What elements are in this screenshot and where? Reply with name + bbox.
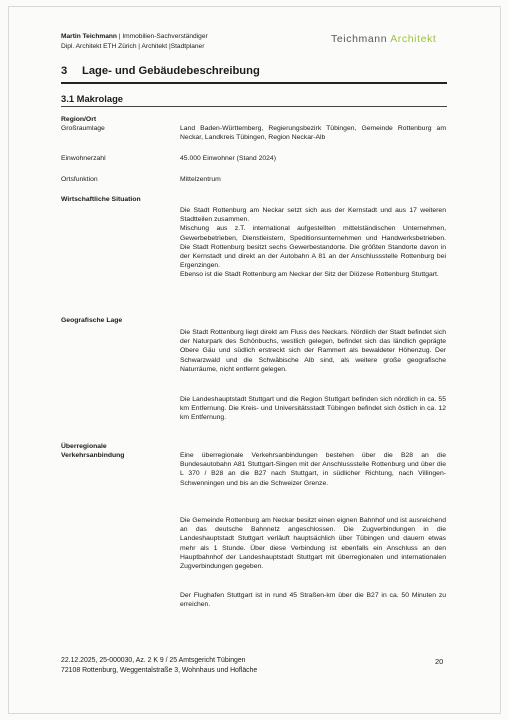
- value-wirtschaftliche-situation: [180, 206, 446, 280]
- grossraumlage-text: Land Baden-Württemberg, Regierungsbezirk Tübingen, Gemeinde Rottenburg am Neckar, Landkreis Tübingen, Region Neckar-Alb: [180, 125, 446, 142]
- einwohnerzahl-text: 45.000 Einwohner (Stand 2024): [180, 155, 276, 162]
- ortsfunktion-text: Mittelzentrum: [180, 176, 221, 183]
- geografie-paragraph-2: Die Landeshauptstadt Stuttgart und die Region Stuttgart befinden sich nördlich in ca. 55 km Entfernung. Die Kreis- und Universitätsstadt Tübingen befindet sich östlich in ca. 12 km Entfernung.: [180, 396, 446, 422]
- wirtschaft-paragraph-2: Mischung aus z.T. international aufgestellten mittelständischen Unternehmen, Gewerbebetrieben, Dienstleistern, Speditionsunternehmen und Handwerksbetrieben. Die Stadt Rottenburg besitzt sechs Gewerbestandorte. Die größten Standorte davon in der Kernstadt und direkt an der Autobahn A 81 an der Anschlussstelle Rottenburg bei Ergenzingen.: [180, 225, 446, 270]
- section-title-text: Lage- und Gebäudebeschreibung: [82, 65, 260, 77]
- author-line: [61, 33, 208, 40]
- value-verkehrsanbindung-2: [180, 516, 446, 571]
- wirtschaft-paragraph-3: Ebenso ist die Stadt Rottenburg am Neckar der Sitz der Diözese Rottenburg Stuttgart.: [180, 271, 439, 279]
- value-geografische-lage-2: [180, 395, 446, 423]
- label-grossraumlage: Großraumlage: [61, 125, 105, 132]
- value-verkehrsanbindung-3: [180, 591, 446, 609]
- value-einwohnerzahl: [180, 154, 446, 163]
- author-role: | Immobilien-Sachverständiger: [118, 33, 208, 40]
- section-divider: [61, 82, 447, 84]
- label-einwohnerzahl: Einwohnerzahl: [61, 155, 106, 162]
- label-verkehr-line2: Verkehrsanbindung: [61, 452, 125, 459]
- footer-line-2: 72108 Rottenburg, Weggentalstraße 3, Wohnhaus und Hofläche: [61, 667, 258, 674]
- label-region-ort: Region/Ort: [61, 116, 97, 123]
- label-verkehr-line1: Überregionale: [61, 443, 107, 450]
- verkehr-paragraph-2: Die Gemeinde Rottenburg am Neckar besitzt einen eignen Bahnhof und ist ausreichend an das deutsche Bahnnetz angeschlossen. Die Zugverbindungen in die Landeshauptstadt Stuttgart verläuft hauptsächlich über Tübingen und dauern etwas mehr als 1 Stunde. Über diese Verbindung ist ebenfalls ein Anschluss an den Hauptbahnhof der Landeshauptstadt Stuttgart mit überregionalen und internationalen Zugverbindungen gegeben.: [180, 517, 446, 571]
- section-number: 3: [61, 65, 68, 77]
- geografie-paragraph-1: Die Stadt Rottenburg liegt direkt am Fluss des Neckars. Nördlich der Stadt befindet sich der Naturpark des Schönbuchs, westlich gelegen, befindet sich das ländlich geprägte Obere Gäu und südlich erstreckt sich der Rammert als bewaldeter Höhenzug. Der Schwarzwald und die Schwäbische Alb sind, als weitere große geografische Naturräume, nicht entfernt gelegen.: [180, 329, 446, 373]
- author-credentials: Dipl. Architekt ETH Zürich | Architekt |Stadtplaner: [61, 43, 205, 50]
- company-logo: [331, 33, 436, 45]
- wirtschaft-paragraph-1: Die Stadt Rottenburg am Neckar setzt sich aus der Kernstadt und aus 17 weiteren Stadtteilen zusammen.: [180, 207, 446, 224]
- page-number: 20: [435, 657, 444, 666]
- value-verkehrsanbindung: [180, 451, 446, 488]
- label-wirtschaftliche-situation: Wirtschaftliche Situation: [61, 196, 141, 203]
- verkehr-paragraph-1: Eine überregionale Verkehrsanbindungen bestehen über die B28 an die Bundesautobahn A81 Stuttgart-Singen mit der Anschlussstelle Rottenburg und über die L 370 / B28 an die B27 nach Stuttgart, in südlicher Richtung, nach Villingen-Schwenningen und bis an die Schweizer Grenze.: [180, 452, 446, 487]
- subsection-title: 3.1 Makrolage: [61, 93, 124, 104]
- author-name: Martin Teichmann: [61, 33, 117, 40]
- verkehr-paragraph-3: Der Flughafen Stuttgart ist in rund 45 Straßen-km über die B27 in ca. 50 Minuten zu erreichen.: [180, 592, 446, 609]
- label-geografische-lage: Geografische Lage: [61, 317, 123, 324]
- label-ortsfunktion: Ortsfunktion: [61, 176, 98, 183]
- subsection-divider: [61, 106, 447, 107]
- value-grossraumlage: [180, 124, 446, 142]
- section-title: [61, 65, 260, 77]
- footer-line-1: 22.12.2025, 25-000030, Az. 2 K 9 / 25 Amtsgericht Tübingen: [61, 657, 246, 664]
- value-geografische-lage: [180, 328, 446, 374]
- value-ortsfunktion: [180, 175, 446, 184]
- logo-text-architekt: Architekt: [390, 33, 437, 45]
- logo-text-teichmann: Teichmann: [331, 33, 388, 45]
